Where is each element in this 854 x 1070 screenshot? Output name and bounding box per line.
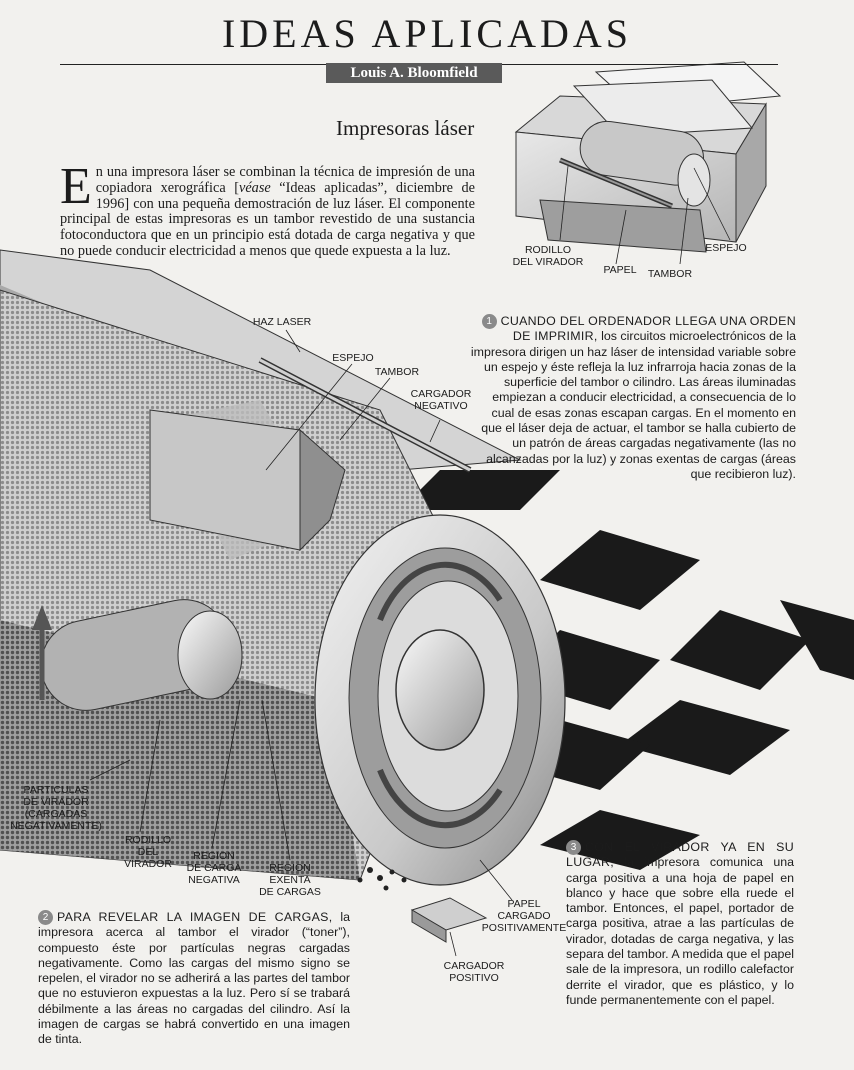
label-line: DE CARGAS	[259, 886, 321, 898]
label-line: PAPEL	[507, 898, 541, 910]
step-3	[566, 840, 794, 1008]
intro-text-1: n una impresora láser se combinan la técnica de impresión de una copiadora xerográfica [	[95, 164, 475, 196]
label-line: REGION	[193, 850, 235, 862]
label-line: DE VIRADOR	[23, 796, 89, 808]
intro-text-2: “Ideas aplicadas”, diciembre de 1996] con una pequeña demostración de luz láser. El componente principal de estas impresoras es un tambor revestido de una sustancia fotoconductora que en un principio está dotada de carga negativa y que no puede conducir electricidad a menos que quede expuesta a la luz.	[60, 179, 476, 259]
label-line: CARGADOR	[443, 960, 505, 972]
label-papel-cargado	[472, 898, 576, 934]
label-region-exenta	[252, 862, 328, 898]
label-line: PARTICULAS	[23, 784, 89, 796]
label-line: RODILLO	[524, 244, 572, 256]
label-line: REGION	[269, 862, 311, 874]
step-lead: CON EL VIRADOR YA EN SU LUGAR,	[566, 840, 794, 870]
step-text: la impresora comunica una carga positiva a una hoja de papel en blanco y hace que sobre ella ruede el tambor. Entonces, el papel, portador de carga positiva, atrae a las partículas de virador, dotadas de carga negativa, y las separa del tambor. A medida que el papel sale de la impresora, un rodillo calefactor derrite el virador, que es plástico, y lo funde permanentemente con el papel.	[566, 855, 795, 1007]
label-line: DEL VIRADOR	[512, 256, 584, 268]
label-particulas-virador	[0, 784, 112, 832]
label-haz-laser: HAZ LASER	[252, 316, 312, 328]
label-line: NEGATIVAMENTE)	[10, 820, 102, 832]
label-line: POSITIVAMENTE	[481, 922, 567, 934]
printer-illustration	[516, 62, 780, 264]
label-espejo: ESPEJO	[332, 352, 374, 364]
drop-cap: E	[60, 158, 92, 215]
step-text: los circuitos microelectrónicos de la impresora dirigen un haz láser de intensidad variable sobre un espejo y éste refleja la luz infrarroja hacia zonas de la superficie del tambor o cilindro. Las áreas iluminadas empiezan a conducir electricidad, a consecuencia de lo cual de esas zonas escapan cargas. En el momento en que el láser deja de actuar, el tambor se halla cubierto de un patrón de áreas cargadas negativamente (las no alcanzadas por la luz) y zonas exentas de cargas (áreas que recibieron luz).	[470, 329, 796, 481]
label-line: (CARGADAS	[24, 808, 88, 820]
label-line: CARGADO	[497, 910, 551, 922]
step-number: 2	[38, 910, 53, 925]
label-tambor: TAMBOR	[374, 366, 420, 378]
label-papel-printer: PAPEL	[603, 264, 637, 276]
label-line: CARGADOR	[410, 388, 472, 400]
label-tambor-printer: TAMBOR	[647, 268, 693, 280]
step-2	[38, 910, 350, 1048]
label-line: NEGATIVO	[414, 400, 468, 412]
intro-paragraph	[60, 158, 476, 260]
article-title: Impresoras láser	[336, 116, 475, 140]
label-region-carga-negativa	[180, 850, 248, 886]
section-title: IDEAS APLICADAS	[221, 11, 633, 56]
label-cargador-positivo	[438, 960, 510, 984]
step-number: 3	[566, 840, 581, 855]
label-line: DE CARGA	[186, 862, 242, 874]
step-1	[468, 314, 796, 482]
label-espejo-printer: ESPEJO	[705, 242, 747, 254]
label-line: NEGATIVA	[188, 874, 240, 886]
step-number: 1	[482, 314, 497, 329]
label-rodillo-virador	[116, 834, 180, 870]
label-line: DEL	[137, 846, 159, 858]
step-text: la impresora acerca al tambor el virador (“toner”), compuesto éste por partículas negras cargadas negativamente. Como las cargas del mismo signo se repelen, el virador no se adherirá a las partes del tambor que no estuvieron expuestas a la luz. Pero sí se trabará débilmente a las áreas no cargadas del cilindro. Así la imagen de cargas se habrá convertido en una imagen de tinta.	[38, 910, 350, 1047]
label-line: VIRADOR	[124, 858, 172, 870]
step-lead: PARA REVELAR LA IMAGEN DE CARGAS,	[57, 910, 333, 924]
author-byline: Louis A. Bloomfield	[326, 63, 502, 83]
label-cargador-negativo	[408, 388, 474, 412]
label-line: RODILLO	[124, 834, 172, 846]
label-rodillo-virador-printer	[508, 244, 588, 268]
label-line: EXENTA	[269, 874, 311, 886]
step-lead: CUANDO DEL ORDENADOR LLEGA UNA ORDEN DE IMPRIMIR,	[500, 314, 796, 344]
label-line: POSITIVO	[449, 972, 499, 984]
intro-italic: véase	[238, 179, 271, 196]
